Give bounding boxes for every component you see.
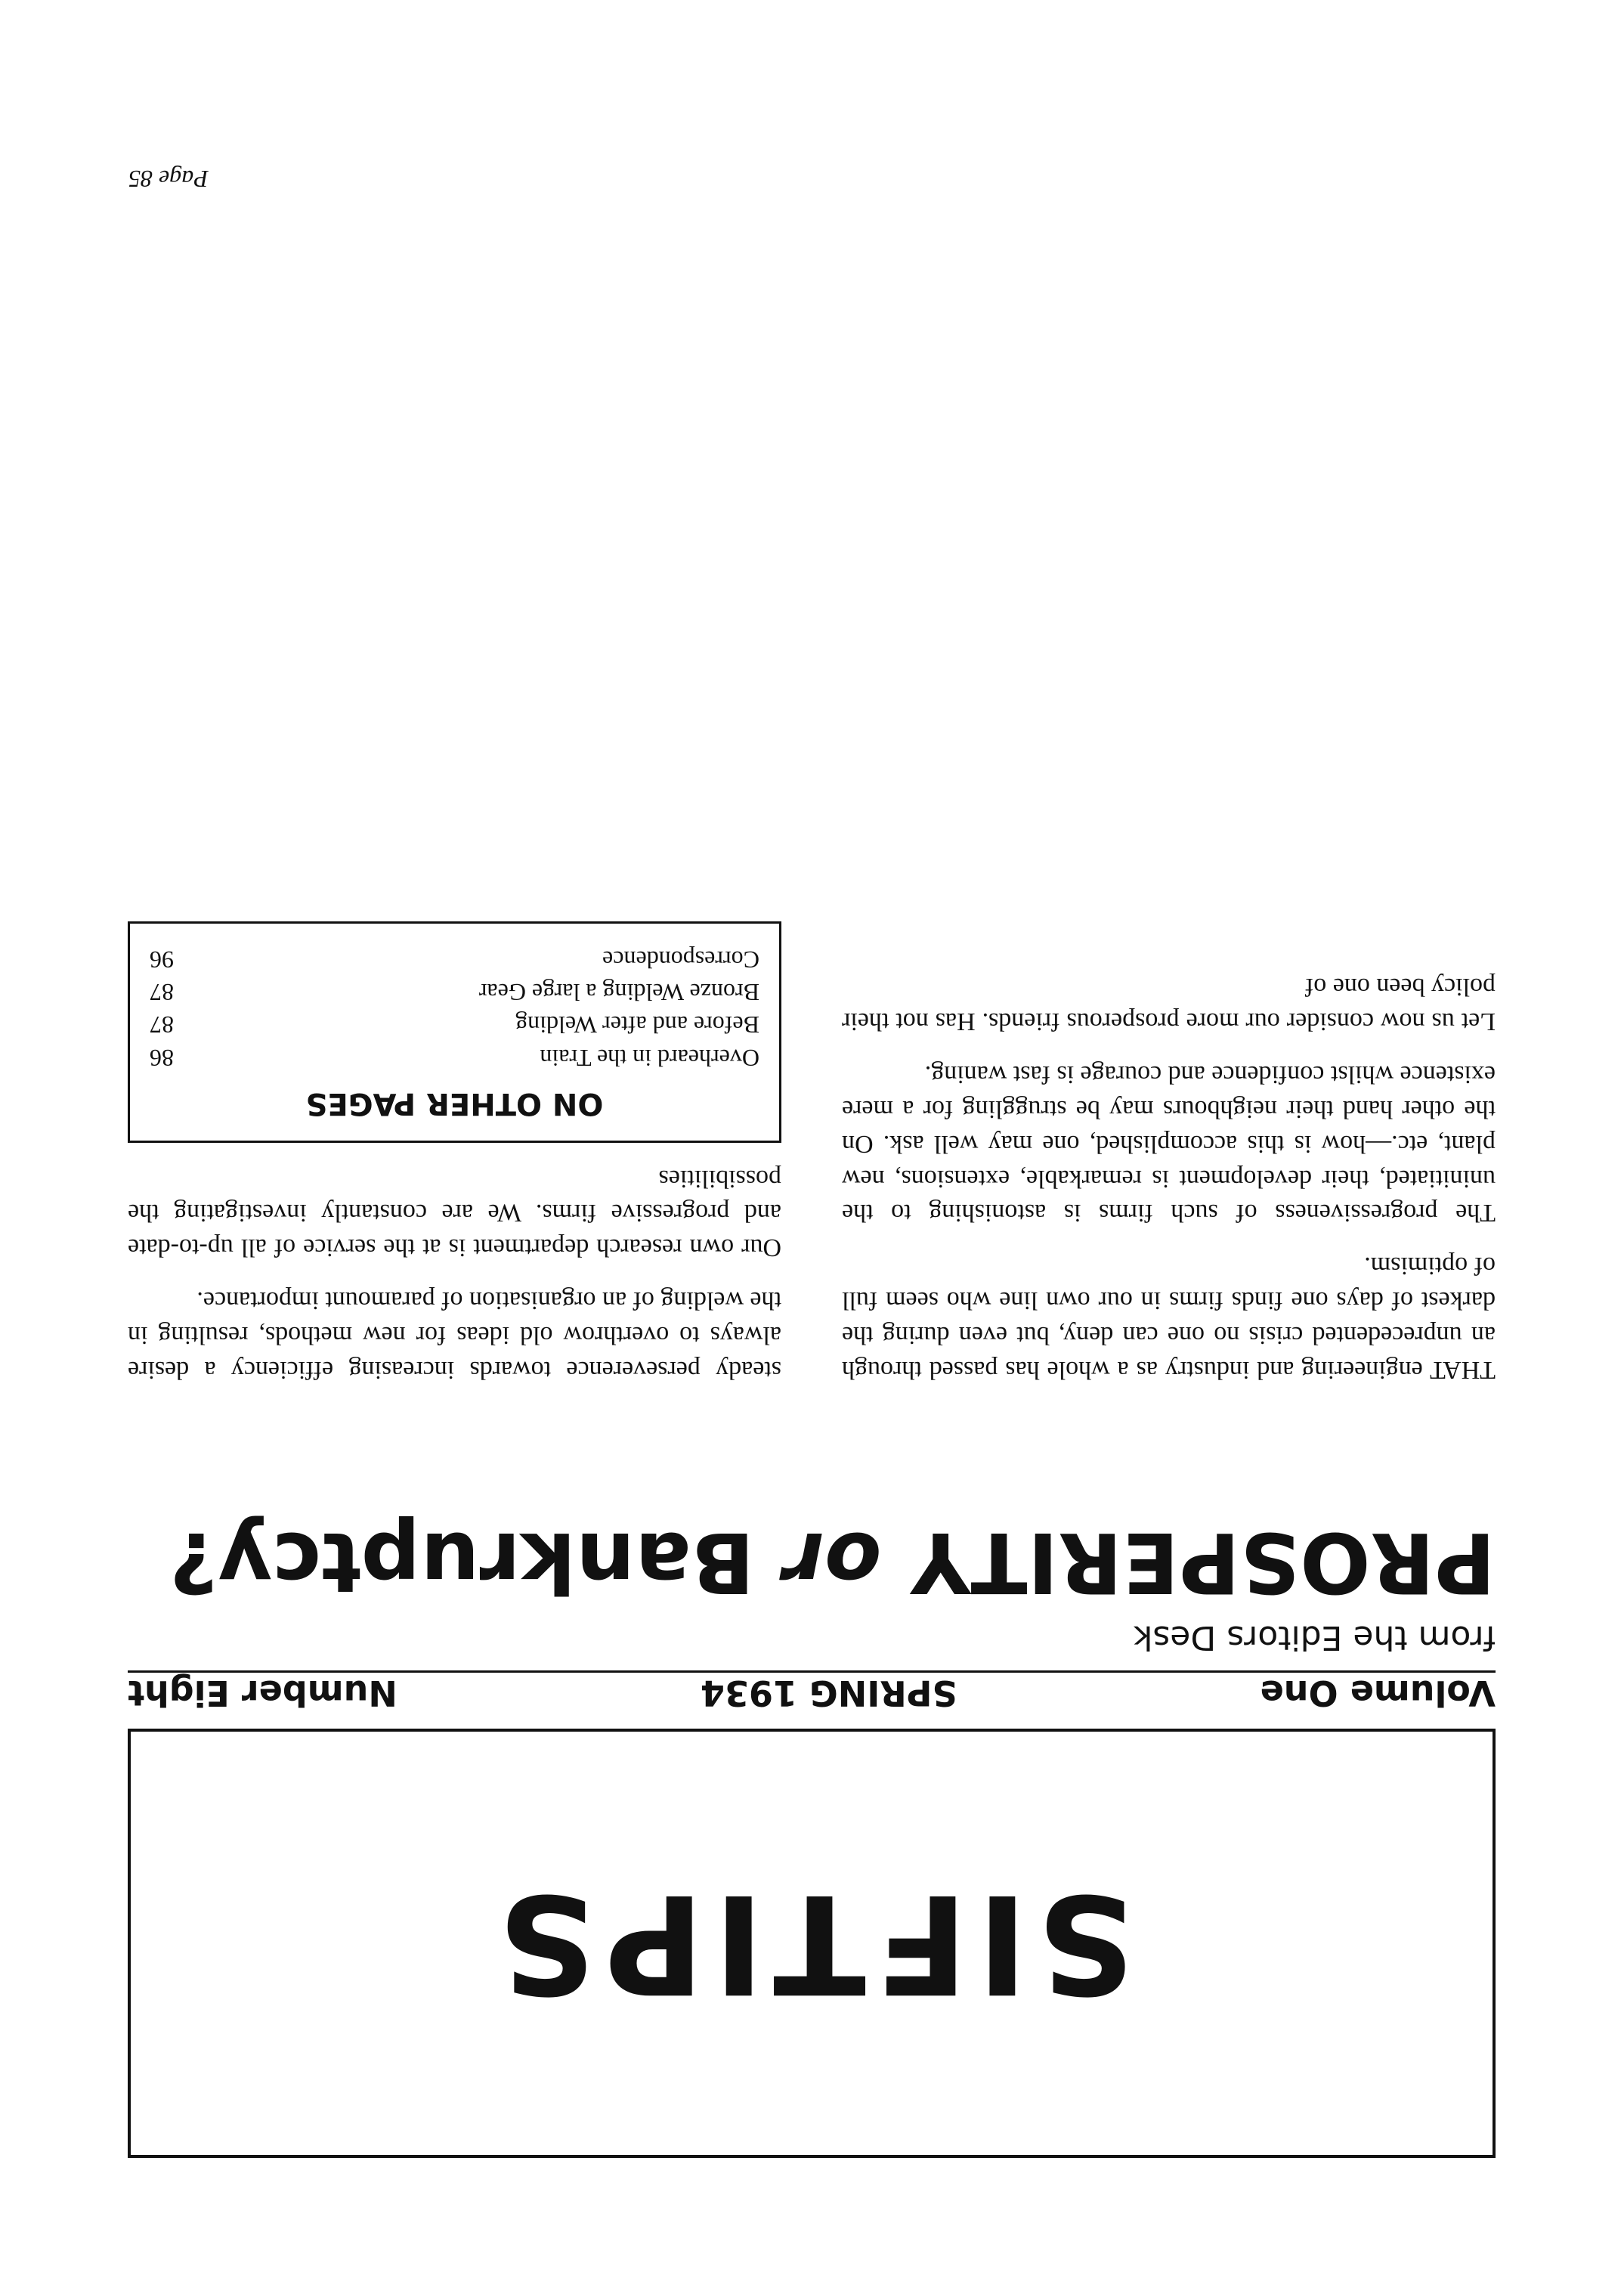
page-number: Page 85 (128, 166, 209, 193)
toc-item: Overheard in the Train 86 (150, 1044, 759, 1072)
number: Number Eight (128, 1673, 397, 1714)
issue: SPRING 1934 (700, 1673, 957, 1714)
kicker: from the Editors Desk (1133, 1618, 1496, 1657)
toc-item: Bronze Welding a large Gear 87 (150, 979, 759, 1007)
volume-bar (128, 1670, 1496, 1714)
toc-box (128, 921, 781, 1143)
paragraph: The progressiveness of such firms is astonishing to the uninitiated, their development is remarkable, extensions, new plant, etc.—how is this accomplished, one may well ask. On the other hand their neighbours may be struggling for a mere existence whilst confidence and courage is fast waning. (842, 1060, 1496, 1227)
logo: SIFTIPS (128, 1729, 1496, 2158)
headline: PROSPERITY or Bankruptcy? (169, 1514, 1496, 1611)
toc-heading: ON OTHER PAGES (305, 1085, 604, 1121)
paragraph: steady perseverence towards increasing efficiency a desire always to overthrow old ideas for new methods, resulting in the welding of an organisation of paramount importance. (128, 1286, 781, 1384)
body (128, 921, 1496, 1387)
paragraph: THAT engineering and industry as a whole has passed through an unprecedented crisis no one can deny, but even during the darkest of days one finds firms in our own line who seem full of optimism. (842, 1252, 1496, 1384)
volume: Volume One (1260, 1673, 1496, 1714)
paragraph: Our own research department is at the service of all up-to-date and progressive firms. We are constantly investigating the possibilities (128, 1164, 781, 1262)
toc-item: Before and after Welding 87 (150, 1011, 759, 1039)
right-col (128, 921, 781, 1387)
masthead (128, 1514, 1496, 2158)
left-col (842, 921, 1496, 1387)
toc-item: Correspondence 96 (150, 946, 759, 974)
paragraph: Let us now consider our more prosperous friends. Has not their policy been one of (842, 973, 1496, 1036)
